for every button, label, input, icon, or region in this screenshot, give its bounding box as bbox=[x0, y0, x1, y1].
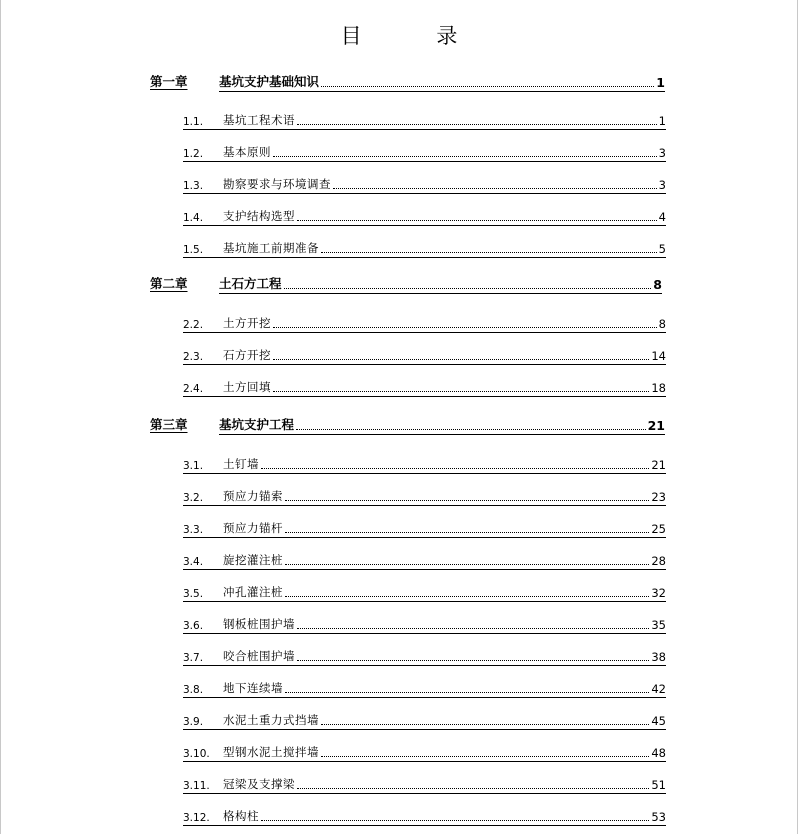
dot-leader bbox=[285, 564, 649, 565]
toc-chapter-1[interactable] bbox=[150, 70, 665, 90]
link-underline bbox=[183, 193, 666, 194]
section-number: 3.3. bbox=[183, 524, 204, 536]
section-number: 2.3. bbox=[183, 351, 204, 363]
page-number: 51 bbox=[651, 778, 666, 792]
dot-leader bbox=[285, 596, 649, 597]
link-underline bbox=[183, 697, 666, 698]
toc-section-1-3[interactable] bbox=[183, 172, 666, 192]
section-title: 预应力锚杆 bbox=[223, 521, 283, 535]
section-number: 3.1. bbox=[183, 460, 204, 472]
section-number: 3.10. bbox=[183, 748, 210, 760]
page-number: 42 bbox=[651, 682, 666, 696]
dot-leader bbox=[261, 820, 649, 821]
dot-leader bbox=[273, 391, 649, 392]
link-underline bbox=[219, 293, 662, 294]
section-number: 2.2. bbox=[183, 319, 204, 331]
dot-leader bbox=[296, 429, 646, 430]
section-number: 3.9. bbox=[183, 716, 204, 728]
toc-title: 目 录 bbox=[340, 24, 492, 48]
link-underline bbox=[183, 225, 666, 226]
dot-leader bbox=[273, 156, 657, 157]
section-number: 3.12. bbox=[183, 812, 210, 824]
section-number: 1.3. bbox=[183, 180, 204, 192]
link-underline bbox=[183, 793, 666, 794]
dot-leader bbox=[321, 252, 657, 253]
page-number: 21 bbox=[651, 458, 666, 472]
section-title: 咬合桩围护墙 bbox=[223, 649, 295, 663]
dot-leader bbox=[297, 628, 649, 629]
page-number: 32 bbox=[651, 586, 666, 600]
toc-section-3-11[interactable] bbox=[183, 772, 666, 792]
section-title: 基坑施工前期准备 bbox=[223, 241, 319, 255]
toc-section-3-3[interactable] bbox=[183, 516, 666, 536]
toc-section-3-2[interactable] bbox=[183, 484, 666, 504]
chapter-title: 土石方工程 bbox=[219, 276, 282, 291]
toc-section-1-2[interactable] bbox=[183, 140, 666, 160]
page-number: 53 bbox=[651, 810, 666, 824]
section-title: 土钉墙 bbox=[223, 457, 259, 471]
link-underline bbox=[183, 601, 666, 602]
toc-section-3-10[interactable] bbox=[183, 740, 666, 760]
page-edge-left bbox=[0, 0, 1, 834]
dot-leader bbox=[261, 468, 649, 469]
link-underline bbox=[183, 257, 666, 258]
link-underline bbox=[183, 332, 666, 333]
dot-leader bbox=[285, 532, 649, 533]
section-number: 2.4. bbox=[183, 383, 204, 395]
toc-section-1-4[interactable] bbox=[183, 204, 666, 224]
dot-leader bbox=[297, 788, 649, 789]
toc-section-3-6[interactable] bbox=[183, 612, 666, 632]
page-number: 3 bbox=[658, 146, 666, 160]
page-number: 38 bbox=[651, 650, 666, 664]
page-number: 8 bbox=[653, 277, 662, 292]
page-number: 35 bbox=[651, 618, 666, 632]
page-number: 8 bbox=[658, 317, 666, 331]
section-title: 预应力锚索 bbox=[223, 489, 283, 503]
section-title: 冲孔灌注桩 bbox=[223, 585, 283, 599]
dot-leader bbox=[297, 220, 657, 221]
link-underline bbox=[183, 129, 666, 130]
section-title: 土方开挖 bbox=[223, 316, 271, 330]
toc-section-3-4[interactable] bbox=[183, 548, 666, 568]
toc-section-3-1[interactable] bbox=[183, 452, 666, 472]
link-underline bbox=[183, 364, 666, 365]
toc-section-3-12[interactable] bbox=[183, 804, 666, 824]
dot-leader bbox=[285, 500, 649, 501]
section-number: 3.8. bbox=[183, 684, 204, 696]
toc-chapter-2[interactable] bbox=[150, 272, 662, 292]
chapter-title: 基坑支护工程 bbox=[219, 417, 295, 432]
chapter-title: 基坑支护基础知识 bbox=[219, 74, 320, 89]
section-title: 基坑工程术语 bbox=[223, 113, 295, 127]
toc-chapter-3[interactable] bbox=[150, 413, 665, 433]
section-number: 3.4. bbox=[183, 556, 204, 568]
section-title: 格构柱 bbox=[223, 809, 259, 823]
toc-section-3-7[interactable] bbox=[183, 644, 666, 664]
section-number: 3.11. bbox=[183, 780, 210, 792]
dot-leader bbox=[297, 660, 649, 661]
dot-leader bbox=[273, 327, 657, 328]
page-number: 14 bbox=[651, 349, 666, 363]
section-number: 3.7. bbox=[183, 652, 204, 664]
page-number: 18 bbox=[651, 381, 666, 395]
section-title: 勘察要求与环境调查 bbox=[223, 177, 331, 191]
toc-section-1-5[interactable] bbox=[183, 236, 666, 256]
dot-leader bbox=[285, 692, 649, 693]
section-title: 型钢水泥土搅拌墙 bbox=[223, 745, 319, 759]
section-number: 3.6. bbox=[183, 620, 204, 632]
link-underline bbox=[183, 505, 666, 506]
page-number: 4 bbox=[658, 210, 666, 224]
dot-leader bbox=[297, 124, 657, 125]
toc-section-3-9[interactable] bbox=[183, 708, 666, 728]
page-number: 25 bbox=[651, 522, 666, 536]
page-number: 45 bbox=[651, 714, 666, 728]
toc-section-2-4[interactable] bbox=[183, 375, 666, 395]
link-underline bbox=[183, 825, 666, 826]
dot-leader bbox=[321, 724, 649, 725]
section-title: 支护结构选型 bbox=[223, 209, 295, 223]
link-underline bbox=[219, 434, 665, 435]
section-number: 3.5. bbox=[183, 588, 204, 600]
link-underline bbox=[183, 473, 666, 474]
section-title: 冠梁及支撑梁 bbox=[223, 777, 295, 791]
section-number: 3.2. bbox=[183, 492, 204, 504]
link-underline bbox=[183, 665, 666, 666]
section-title: 土方回填 bbox=[223, 380, 271, 394]
page-number: 21 bbox=[647, 418, 665, 433]
section-title: 旋挖灌注桩 bbox=[223, 553, 283, 567]
section-number: 1.2. bbox=[183, 148, 204, 160]
dot-leader bbox=[321, 86, 654, 87]
link-underline bbox=[183, 161, 666, 162]
toc-section-3-5[interactable] bbox=[183, 580, 666, 600]
section-title: 地下连续墙 bbox=[223, 681, 283, 695]
toc-section-3-8[interactable] bbox=[183, 676, 666, 696]
section-title: 石方开挖 bbox=[223, 348, 271, 362]
link-underline bbox=[183, 396, 666, 397]
page-number: 23 bbox=[651, 490, 666, 504]
section-number: 1.5. bbox=[183, 244, 204, 256]
toc-section-2-2[interactable] bbox=[183, 311, 666, 331]
dot-leader bbox=[333, 188, 657, 189]
page-number: 48 bbox=[651, 746, 666, 760]
section-number: 1.1. bbox=[183, 116, 204, 128]
toc-section-1-1[interactable] bbox=[183, 108, 666, 128]
chapter-number: 第一章 bbox=[150, 74, 188, 89]
page-number: 5 bbox=[658, 242, 666, 256]
section-title: 基本原则 bbox=[223, 145, 271, 159]
link-underline bbox=[183, 729, 666, 730]
link-underline bbox=[219, 91, 665, 92]
toc-section-2-3[interactable] bbox=[183, 343, 666, 363]
link-underline bbox=[183, 569, 666, 570]
link-underline bbox=[183, 633, 666, 634]
dot-leader bbox=[273, 359, 649, 360]
section-title: 钢板桩围护墙 bbox=[223, 617, 295, 631]
dot-leader bbox=[321, 756, 649, 757]
chapter-number: 第二章 bbox=[150, 276, 188, 291]
chapter-number: 第三章 bbox=[150, 417, 188, 432]
section-number: 1.4. bbox=[183, 212, 204, 224]
link-underline bbox=[183, 537, 666, 538]
page-number: 1 bbox=[658, 114, 666, 128]
link-underline bbox=[183, 761, 666, 762]
page-number: 1 bbox=[656, 75, 665, 90]
page-number: 28 bbox=[651, 554, 666, 568]
dot-leader bbox=[284, 288, 652, 289]
page-number: 3 bbox=[658, 178, 666, 192]
section-title: 水泥土重力式挡墙 bbox=[223, 713, 319, 727]
